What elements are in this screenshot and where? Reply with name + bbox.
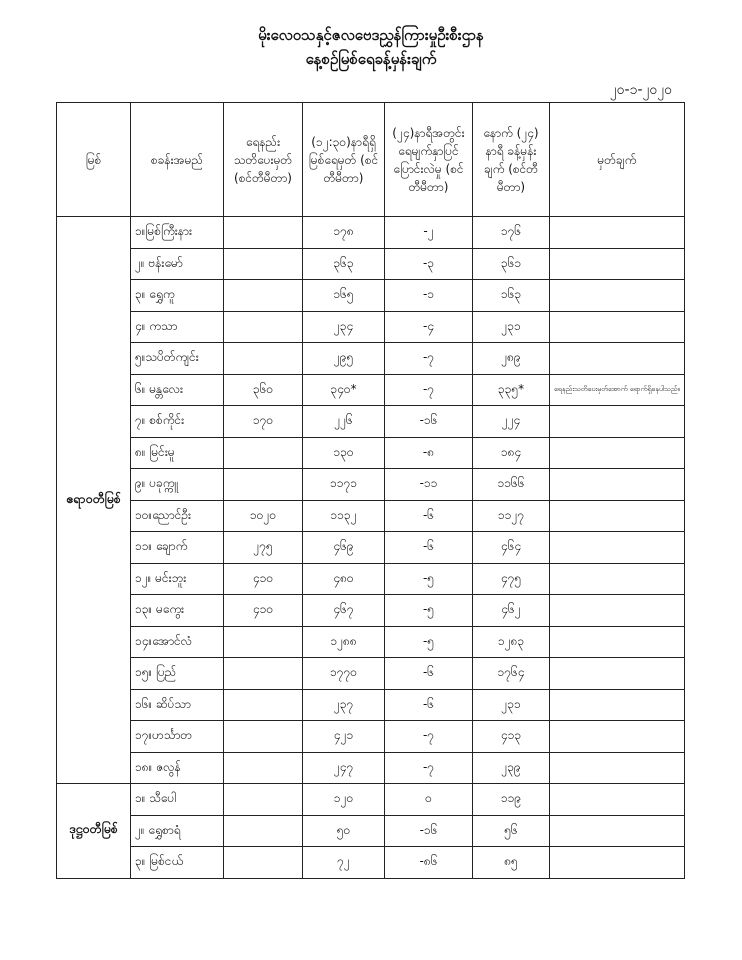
table-header-row xyxy=(57,103,685,217)
remark-cell xyxy=(550,280,685,312)
level-change-cell: ၀ xyxy=(385,784,473,816)
station-cell: ၃။ မြစ်ငယ် xyxy=(131,847,224,879)
danger-level-cell xyxy=(224,847,303,879)
level-change-cell: -၄ xyxy=(385,311,473,343)
table-row xyxy=(57,752,685,784)
table-row xyxy=(57,847,685,879)
remark-cell xyxy=(550,248,685,280)
station-cell: ၂။ ဗန်းမော် xyxy=(131,248,224,280)
station-cell: ၁။ သီပေါ xyxy=(131,784,224,816)
station-cell: ၁၀။ညောင်ဦး xyxy=(131,500,224,532)
danger-level-cell: ၄၁၀ xyxy=(224,563,303,595)
header-observed-level: (၁၂:၃၀)နာရီရှိ မြစ်ရေမှတ် (စင်တီမီတာ) xyxy=(303,103,385,217)
danger-level-cell xyxy=(224,689,303,721)
level-change-cell: -၅ xyxy=(385,563,473,595)
remark-cell xyxy=(550,626,685,658)
forecast-cell: ၄၆၄ xyxy=(473,532,550,564)
observed-level-cell: ၅၀ xyxy=(303,815,385,847)
level-change-cell: -၆ xyxy=(385,689,473,721)
observed-level-cell: ၁၂၈၈ xyxy=(303,626,385,658)
station-cell: ၂။ ရွှေစာရံ xyxy=(131,815,224,847)
remark-cell xyxy=(550,784,685,816)
station-cell: ၁၈။ ဇလွန် xyxy=(131,752,224,784)
header-forecast: နောက် (၂၄) နာရီ ခန့်မှန်းချက် (စင်တီမီတာ) xyxy=(473,103,550,217)
observed-level-cell: ၂၉၅ xyxy=(303,343,385,375)
danger-level-cell: ၄၁၀ xyxy=(224,595,303,627)
station-cell: ၈။ မြင်းမူ xyxy=(131,437,224,469)
table-row xyxy=(57,248,685,280)
forecast-cell: ၃၆၁ xyxy=(473,248,550,280)
station-cell: ၉။ ပခုက္ကူ xyxy=(131,469,224,501)
station-cell: ၁၆။ ဆိပ်သာ xyxy=(131,689,224,721)
station-cell: ၁။မြစ်ကြီးနား xyxy=(131,217,224,249)
observed-level-cell: ၇၂ xyxy=(303,847,385,879)
observed-level-cell: ၂၄၇ xyxy=(303,752,385,784)
observed-level-cell: ၃၄၀* xyxy=(303,374,385,406)
remark-cell xyxy=(550,343,685,375)
level-change-cell: -၇ xyxy=(385,721,473,753)
remark-cell xyxy=(550,437,685,469)
observed-level-cell: ၂၂၆ xyxy=(303,406,385,438)
table-row xyxy=(57,532,685,564)
level-change-cell: -၁၁ xyxy=(385,469,473,501)
document-date: ၂၀-၁-၂၀၂၀ xyxy=(609,82,672,98)
danger-level-cell xyxy=(224,721,303,753)
table-row xyxy=(57,626,685,658)
observed-level-cell: ၄၆၇ xyxy=(303,595,385,627)
observed-level-cell: ၂၃၇ xyxy=(303,689,385,721)
level-change-cell: -၃ xyxy=(385,248,473,280)
level-change-cell: -၈၆ xyxy=(385,847,473,879)
forecast-cell: ၄၇၅ xyxy=(473,563,550,595)
danger-level-cell: ၁၀၂၀ xyxy=(224,500,303,532)
forecast-cell: ၅၆ xyxy=(473,815,550,847)
table-row xyxy=(57,658,685,690)
forecast-cell: ၁၁၆၆ xyxy=(473,469,550,501)
station-cell: ၁၇။ဟင်္သာတ xyxy=(131,721,224,753)
station-cell: ၄။ ကသာ xyxy=(131,311,224,343)
observed-level-cell: ၄၈၀ xyxy=(303,563,385,595)
remark-cell xyxy=(550,689,685,721)
station-cell: ၁၁။ ချောက် xyxy=(131,532,224,564)
forecast-cell: ၂၃၁ xyxy=(473,311,550,343)
station-cell: ၇။ စစ်ကိုင်း xyxy=(131,406,224,438)
forecast-cell: ၂၈၉ xyxy=(473,343,550,375)
station-cell: ၁၃။ မကွေး xyxy=(131,595,224,627)
remark-cell xyxy=(550,752,685,784)
forecast-cell: ၂၃၁ xyxy=(473,689,550,721)
danger-level-cell xyxy=(224,280,303,312)
station-cell: ၁၂။ မင်းဘူး xyxy=(131,563,224,595)
observed-level-cell: ၁၃၀ xyxy=(303,437,385,469)
table-row xyxy=(57,721,685,753)
header-danger-level: ရေနည်း သတိပေးမှတ် (စင်တီမီတာ) xyxy=(224,103,303,217)
observed-level-cell: ၁၇၇၀ xyxy=(303,658,385,690)
remark-cell xyxy=(550,563,685,595)
remark-cell xyxy=(550,658,685,690)
table-row xyxy=(57,689,685,721)
danger-level-cell xyxy=(224,784,303,816)
forecast-cell: ၈၅ xyxy=(473,847,550,879)
danger-level-cell xyxy=(224,626,303,658)
level-change-cell: -၂ xyxy=(385,217,473,249)
level-change-cell: -၁၆ xyxy=(385,815,473,847)
danger-level-cell xyxy=(224,311,303,343)
table-body xyxy=(57,217,685,879)
station-cell: ၃။ ရွှေကူ xyxy=(131,280,224,312)
table-row xyxy=(57,815,685,847)
remark-cell xyxy=(550,815,685,847)
remark-cell xyxy=(550,217,685,249)
table-row xyxy=(57,374,685,406)
danger-level-cell xyxy=(224,248,303,280)
level-change-cell: -၅ xyxy=(385,626,473,658)
table-row xyxy=(57,595,685,627)
level-change-cell: -၁၆ xyxy=(385,406,473,438)
observed-level-cell: ၃၆၃ xyxy=(303,248,385,280)
river-forecast-table xyxy=(56,102,685,879)
table-row xyxy=(57,469,685,501)
danger-level-cell: ၃၆၀ xyxy=(224,374,303,406)
river-name-cell: ဒုဋ္ဌဝတီမြစ် xyxy=(57,784,131,879)
table-row xyxy=(57,311,685,343)
level-change-cell: -၇ xyxy=(385,752,473,784)
remark-cell xyxy=(550,469,685,501)
table-row xyxy=(57,784,685,816)
forecast-cell: ၁၂၈၃ xyxy=(473,626,550,658)
level-change-cell: -၆ xyxy=(385,500,473,532)
remark-cell xyxy=(550,595,685,627)
forecast-cell: ၂၂၄ xyxy=(473,406,550,438)
forecast-cell: ၄၁၃ xyxy=(473,721,550,753)
danger-level-cell xyxy=(224,437,303,469)
forecast-cell: ၁၇၆ xyxy=(473,217,550,249)
danger-level-cell: ၂၇၅ xyxy=(224,532,303,564)
forecast-cell: ၁၈၄ xyxy=(473,437,550,469)
observed-level-cell: ၁၂၀ xyxy=(303,784,385,816)
station-cell: ၆။ မန္တလေး xyxy=(131,374,224,406)
header-remark: မှတ်ချက် xyxy=(550,103,685,217)
document-subtitle: နေ့စဉ်မြစ်ရေခန့်မှန်းချက် xyxy=(305,50,437,68)
danger-level-cell xyxy=(224,217,303,249)
table-row xyxy=(57,437,685,469)
danger-level-cell xyxy=(224,343,303,375)
danger-level-cell xyxy=(224,815,303,847)
table-row xyxy=(57,280,685,312)
header-station: စခန်းအမည် xyxy=(131,103,224,217)
header-river: မြစ် xyxy=(57,103,131,217)
forecast-cell: ၃၃၅* xyxy=(473,374,550,406)
observed-level-cell: ၁၁၃၂ xyxy=(303,500,385,532)
forecast-cell: ၁၇၆၄ xyxy=(473,658,550,690)
danger-level-cell xyxy=(224,752,303,784)
danger-level-cell: ၁၇၀ xyxy=(224,406,303,438)
table-row xyxy=(57,217,685,249)
remark-cell xyxy=(550,721,685,753)
level-change-cell: -၇ xyxy=(385,374,473,406)
level-change-cell: -၇ xyxy=(385,343,473,375)
observed-level-cell: ၂၃၄ xyxy=(303,311,385,343)
table-row xyxy=(57,563,685,595)
document-title: မိုးလေဝသနှင့်ဇလဗေဒညွှန်ကြားမှုဦးစီးဌာန xyxy=(258,26,484,44)
forecast-cell: ၄၆၂ xyxy=(473,595,550,627)
remark-cell xyxy=(550,847,685,879)
level-change-cell: -၈ xyxy=(385,437,473,469)
level-change-cell: -၆ xyxy=(385,532,473,564)
danger-level-cell xyxy=(224,469,303,501)
level-change-cell: -၅ xyxy=(385,595,473,627)
level-change-cell: -၆ xyxy=(385,658,473,690)
forecast-cell: ၁၁၉ xyxy=(473,784,550,816)
table-row xyxy=(57,406,685,438)
danger-level-cell xyxy=(224,658,303,690)
table-row xyxy=(57,500,685,532)
observed-level-cell: ၁၆၅ xyxy=(303,280,385,312)
observed-level-cell: ၁၁၇၁ xyxy=(303,469,385,501)
observed-level-cell: ၄၆၉ xyxy=(303,532,385,564)
remark-cell xyxy=(550,406,685,438)
table-row xyxy=(57,343,685,375)
remark-cell xyxy=(550,311,685,343)
remark-cell xyxy=(550,532,685,564)
river-name-cell: ဧရာဝတီမြစ် xyxy=(57,217,131,784)
observed-level-cell: ၄၂၁ xyxy=(303,721,385,753)
forecast-cell: ၂၃၉ xyxy=(473,752,550,784)
station-cell: ၅။သပိတ်ကျင်း xyxy=(131,343,224,375)
remark-cell xyxy=(550,500,685,532)
station-cell: ၁၅။ ပြည် xyxy=(131,658,224,690)
remark-cell: ရေနည်းသတိပေးမှတ်အောက် ရောက်ရှိနေပါသည်။ xyxy=(550,374,685,406)
forecast-cell: ၁၁၂၇ xyxy=(473,500,550,532)
observed-level-cell: ၁၇၈ xyxy=(303,217,385,249)
station-cell: ၁၄။အောင်လံ xyxy=(131,626,224,658)
forecast-cell: ၁၆၃ xyxy=(473,280,550,312)
level-change-cell: -၁ xyxy=(385,280,473,312)
header-level-change: (၂၄)နာရီအတွင်း ရေမျက်နှာပြင် ပြောင်းလဲမှု (စင်တီမီတာ) xyxy=(385,103,473,217)
